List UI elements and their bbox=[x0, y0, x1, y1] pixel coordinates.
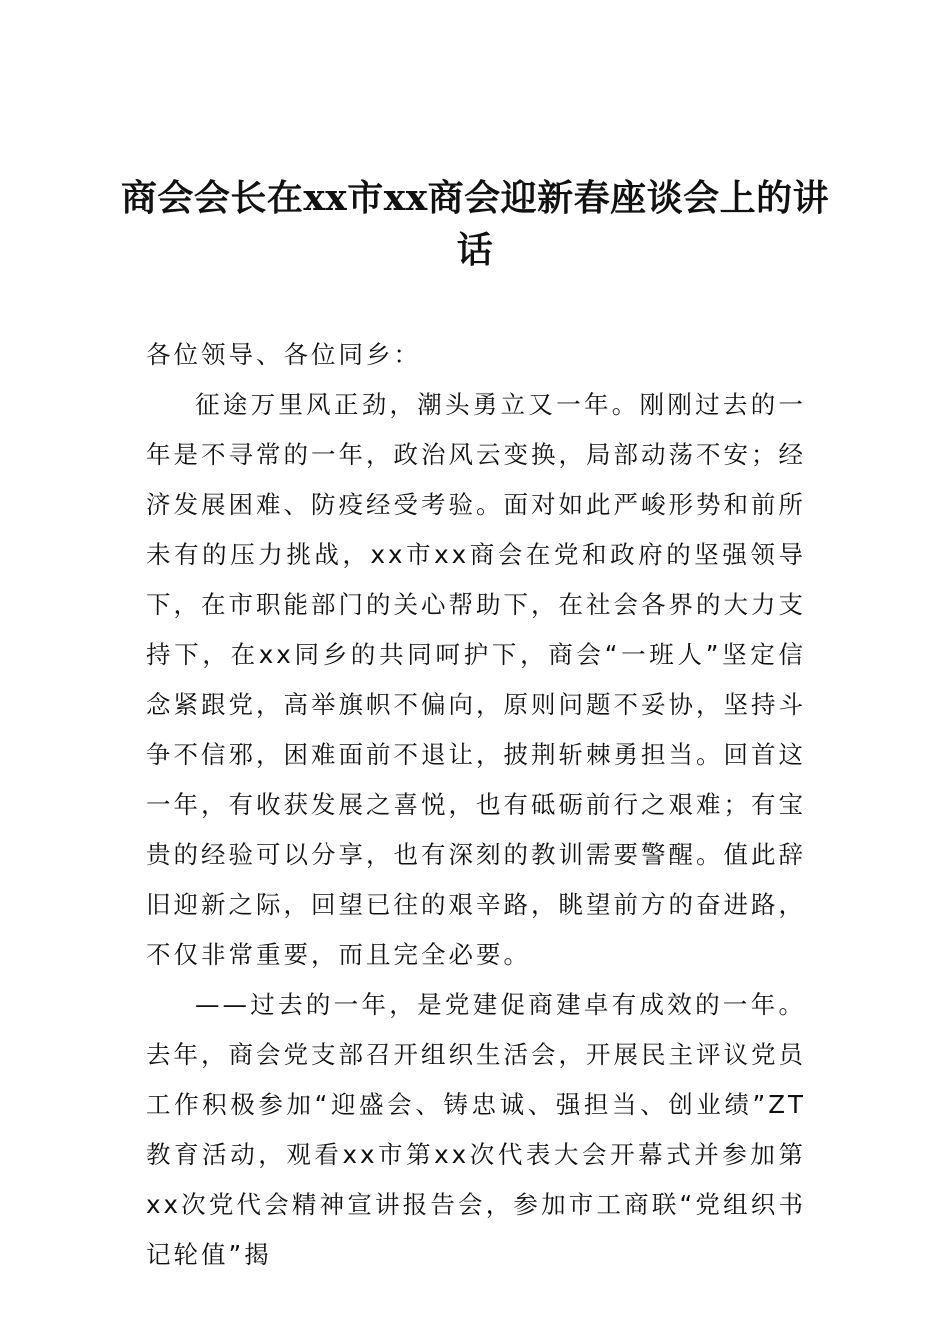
paragraph-2: ——过去的一年，是党建促商建卓有成效的一年。去年，商会党支部召开组织生活会，开展民主评议党员工作积极参加“迎盛会、铸忠诚、强担当、创业绩”ZT教育活动，观看xx市第xx次代表大会开幕式并参加第xx次党代会精神宣讲报告会，参加市工商联“党组织书记轮值”揭 bbox=[146, 990, 806, 1269]
document-body bbox=[146, 330, 806, 1280]
paragraph-1: 征途万里风正劲，潮头勇立又一年。刚刚过去的一年是不寻常的一年，政治风云变换，局部动荡不安；经济发展困难、防疫经受考验。面对如此严峻形势和前所未有的压力挑战，xx市xx商会在党和政府的坚强领导下，在市职能部门的关心帮助下，在社会各界的大力支持下，在xx同乡的共同呵护下，商会“一班人”坚定信念紧跟党，高举旗帜不偏向，原则问题不妥协，坚持斗争不信邪，困难面前不退让，披荆斩棘勇担当。回首这一年，有收获发展之喜悦，也有砥砺前行之艰难；有宝贵的经验可以分享，也有深刻的教训需要警醒。值此辞旧迎新之际，回望已往的艰辛路，眺望前方的奋进路，不仅非常重要，而且完全必要。 bbox=[146, 390, 806, 969]
document-title: 商会会长在xx市xx商会迎新春座谈会上的讲话 bbox=[120, 177, 830, 271]
salutation: 各位领导、各位同乡： bbox=[146, 340, 421, 369]
